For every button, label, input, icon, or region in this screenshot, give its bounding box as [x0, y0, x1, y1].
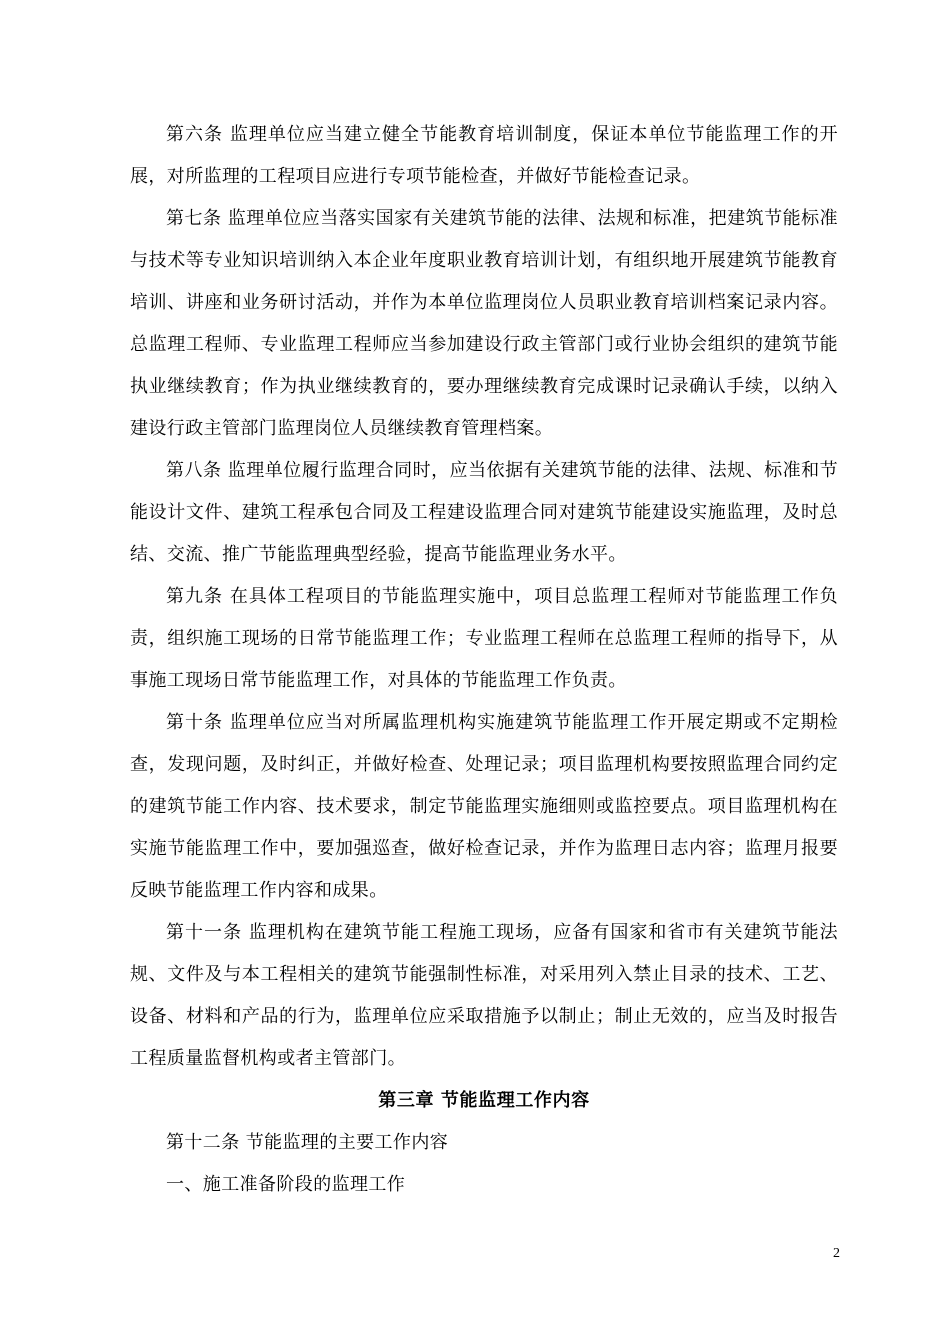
- article-8-paragraph: 第八条 监理单位履行监理合同时，应当依据有关建筑节能的法律、法规、标准和节能设计文件、建筑工程承包合同及工程建设监理合同对建筑节能建设实施监理，及时总结、交流、推广节能监理典型经验，提高节能监理业务水平。: [130, 460, 838, 565]
- document-body: [130, 114, 838, 1206]
- section-1-paragraph: 一、施工准备阶段的监理工作: [166, 1174, 406, 1195]
- article-10-paragraph: 第十条 监理单位应当对所属监理机构实施建筑节能监理工作开展定期或不定期检查，发现问题，及时纠正，并做好检查、处理记录；项目监理机构要按照监理合同约定的建筑节能工作内容、技术要求，制定节能监理实施细则或监控要点。项目监理机构在实施节能监理工作中，要加强巡查，做好检查记录，并作为监理日志内容；监理月报要反映节能监理工作内容和成果。: [130, 712, 838, 901]
- article-7-paragraph: 第七条 监理单位应当落实国家有关建筑节能的法律、法规和标准，把建筑节能标准与技术等专业知识培训纳入本企业年度职业教育培训计划，有组织地开展建筑节能教育培训、讲座和业务研讨活动，并作为本单位监理岗位人员职业教育培训档案记录内容。总监理工程师、专业监理工程师应当参加建设行政主管部门或行业协会组织的建筑节能执业继续教育；作为执业继续教育的，要办理继续教育完成课时记录确认手续，以纳入建设行政主管部门监理岗位人员继续教育管理档案。: [130, 208, 838, 439]
- chapter-3-heading: 第三章 节能监理工作内容: [378, 1090, 590, 1111]
- article-6-paragraph: 第六条 监理单位应当建立健全节能教育培训制度，保证本单位节能监理工作的开展，对所监理的工程项目应进行专项节能检查，并做好节能检查记录。: [130, 124, 838, 187]
- article-12-paragraph: 第十二条 节能监理的主要工作内容: [166, 1132, 449, 1153]
- article-9-paragraph: 第九条 在具体工程项目的节能监理实施中，项目总监理工程师对节能监理工作负责，组织施工现场的日常节能监理工作；专业监理工程师在总监理工程师的指导下，从事施工现场日常节能监理工作，对具体的节能监理工作负责。: [130, 586, 838, 691]
- article-11-paragraph: 第十一条 监理机构在建筑节能工程施工现场，应备有国家和省市有关建筑节能法规、文件及与本工程相关的建筑节能强制性标准，对采用列入禁止目录的技术、工艺、设备、材料和产品的行为，监理单位应采取措施予以制止；制止无效的，应当及时报告工程质量监督机构或者主管部门。: [130, 922, 838, 1069]
- page-number: 2: [833, 1246, 840, 1261]
